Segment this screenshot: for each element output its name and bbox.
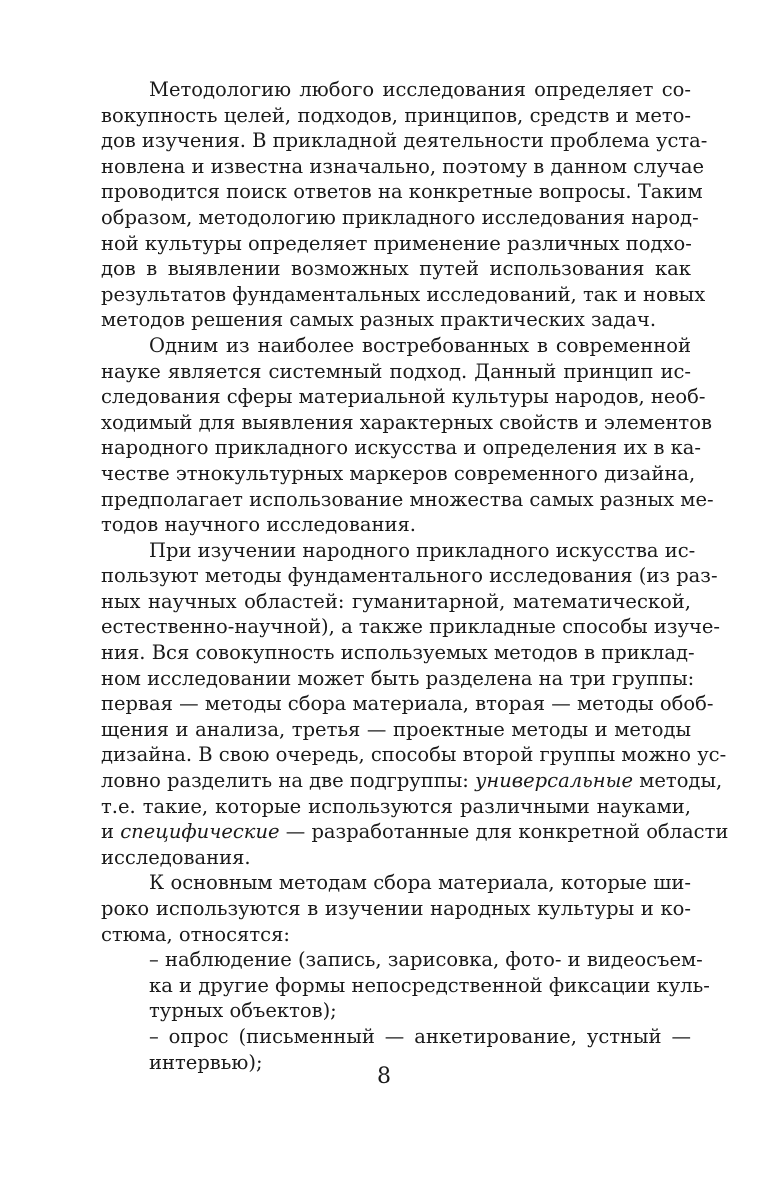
text-line: т.е. такие, которые используются различными науками, bbox=[101, 794, 691, 818]
text-line: предполагает использование множества самых разных ме- bbox=[101, 487, 714, 511]
text-line: ном исследовании может быть разделена на три группы: bbox=[101, 666, 695, 690]
text-line: методов решения самых разных практических задач. bbox=[101, 308, 657, 332]
text-line: Одним из наиболее востребованных в современной bbox=[149, 333, 691, 357]
text-line bbox=[101, 768, 723, 794]
text-line: честве этнокультурных маркеров современного дизайна, bbox=[101, 461, 696, 485]
text-line: – опрос (письменный — анкетирование, устный — bbox=[149, 1024, 691, 1048]
text-line: пользуют методы фундаментального исследования (из раз- bbox=[101, 564, 718, 588]
text-line: ной культуры определяет применение различных подхо- bbox=[101, 231, 692, 255]
text-run: методы, bbox=[633, 769, 723, 793]
text-line: турных объектов); bbox=[149, 999, 337, 1023]
text-line: ходимый для выявления характерных свойств и элементов bbox=[101, 410, 712, 434]
text-line: – наблюдение (запись, зарисовка, фото- и видеосъем- bbox=[149, 948, 703, 972]
paragraph-2 bbox=[101, 333, 714, 538]
text-line: первая — методы сбора материала, вторая — методы обоб- bbox=[101, 692, 714, 716]
text-run: и bbox=[101, 820, 121, 844]
paragraph-4 bbox=[101, 870, 691, 947]
paragraph-3 bbox=[101, 538, 729, 871]
text-line: стюма, относятся: bbox=[101, 922, 290, 946]
italic-term-specific: специфические bbox=[120, 820, 280, 844]
text-line: новлена и известна изначально, поэтому в данном случае bbox=[101, 154, 705, 178]
text-line: интервью); bbox=[149, 1050, 263, 1074]
text-line: результатов фундаментальных исследований, так и новых bbox=[101, 282, 706, 306]
text-line: ка и другие формы непосредственной фиксации куль- bbox=[149, 973, 710, 997]
text-line: вокупность целей, подходов, принципов, средств и мето- bbox=[101, 103, 691, 127]
page-body bbox=[101, 77, 729, 1075]
page-number: 8 bbox=[377, 1064, 391, 1089]
italic-term-universal: универсальные bbox=[475, 769, 633, 793]
text-line: Методологию любого исследования определяет со- bbox=[149, 78, 691, 101]
text-line: тодов научного исследования. bbox=[101, 513, 416, 537]
text-line bbox=[101, 819, 729, 845]
text-line: При изучении народного прикладного искусства ис- bbox=[149, 538, 696, 562]
text-line: дов изучения. В прикладной деятельности проблема уста- bbox=[101, 129, 708, 153]
text-line: народного прикладного искусства и определения их в ка- bbox=[101, 436, 702, 460]
text-line: ных научных областей: гуманитарной, математической, bbox=[101, 589, 691, 613]
text-line: естественно-научной), а также прикладные способы изуче- bbox=[101, 615, 721, 639]
text-line: проводится поиск ответов на конкретные вопросы. Таким bbox=[101, 180, 703, 204]
text-line: следования сферы материальной культуры народов, необ- bbox=[101, 385, 706, 409]
text-run: ловно разделить на две подгруппы: bbox=[101, 769, 476, 793]
text-line: дов в выявлении возможных путей использования как bbox=[101, 257, 691, 281]
text-line: щения и анализа, третья — проектные методы и методы bbox=[101, 717, 691, 741]
text-line: образом, методологию прикладного исследования народ- bbox=[101, 205, 699, 229]
text-run: — разработанные для конкретной области bbox=[279, 820, 729, 844]
paragraph-1 bbox=[101, 77, 708, 333]
text-line: ния. Вся совокупность используемых методов в приклад- bbox=[101, 641, 695, 665]
text-line: роко используются в изучении народных культуры и ко- bbox=[101, 897, 691, 920]
method-list bbox=[101, 947, 710, 1075]
text-line: науке является системный подход. Данный принцип ис- bbox=[101, 359, 691, 383]
text-line: исследования. bbox=[101, 845, 251, 869]
text-line: дизайна. В свою очередь, способы второй группы можно ус- bbox=[101, 743, 727, 767]
text-line: К основным методам сбора материала, которые ши- bbox=[149, 871, 691, 895]
list-item bbox=[101, 947, 710, 1024]
